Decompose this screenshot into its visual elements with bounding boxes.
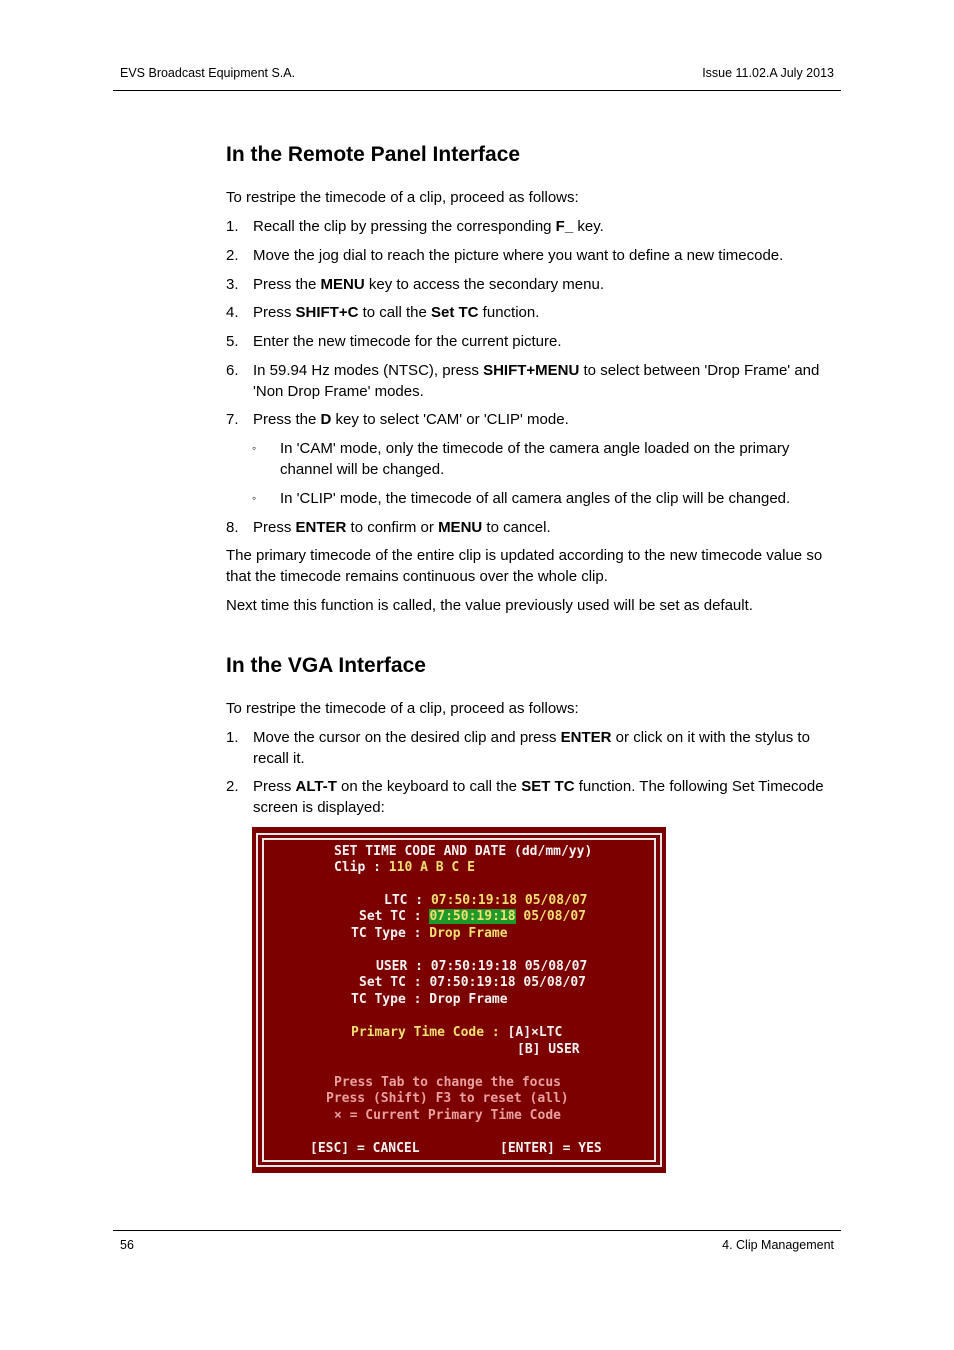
section1-paragraph-2: Next time this function is called, the value previously used will be set as default. (226, 597, 753, 614)
help-current-primary: × = Current Primary Time Code (334, 1108, 561, 1123)
step-number: 1. (226, 729, 239, 746)
screen-title: SET TIME CODE AND DATE (dd/mm/yy) (334, 844, 593, 859)
step-number: 5. (226, 333, 239, 350)
step-number: 2. (226, 778, 239, 795)
section2-intro: To restripe the timecode of a clip, proceed as follows: (226, 700, 579, 717)
section-title-remote-panel: In the Remote Panel Interface (226, 143, 521, 166)
step-number: 6. (226, 362, 239, 379)
section1-intro: To restripe the timecode of a clip, proceed as follows: (226, 189, 579, 206)
tc-type-row-1: TC Type : Drop Frame (351, 926, 508, 941)
step-text: Press ALT-T on the keyboard to call the SET TC function. The following Set Timecode screen is displayed: (253, 778, 824, 816)
ltc-row: LTC : 07:50:19:18 05/08/07 (384, 893, 588, 908)
set-tc-field-focused[interactable]: 07:50:19:18 (429, 909, 516, 924)
tc-type-row-2: TC Type : Drop Frame (351, 992, 508, 1007)
set-tc-row-1: Set TC : 07:50:19:18 05/08/07 (359, 909, 586, 924)
primary-option-user[interactable]: [B] USER (517, 1042, 580, 1057)
step-text: Press ENTER to confirm or MENU to cancel. (253, 519, 551, 536)
bullet-icon: ◦ (252, 441, 257, 455)
bullet-text: In 'CAM' mode, only the timecode of the camera angle loaded on the primary channel will be changed. (280, 440, 790, 478)
user-row: USER : 07:50:19:18 05/08/07 (376, 959, 588, 974)
step-number: 8. (226, 519, 239, 536)
footer-rule (113, 1230, 841, 1231)
step-number: 3. (226, 276, 239, 293)
step-text: Move the cursor on the desired clip and press ENTER or click on it with the stylus to recall it. (253, 729, 810, 767)
step-text: In 59.94 Hz modes (NTSC), press SHIFT+MENU to select between 'Drop Frame' and 'Non Drop Frame' modes. (253, 362, 820, 400)
step-text: Recall the clip by pressing the corresponding F_ key. (253, 218, 604, 235)
step-number: 7. (226, 411, 239, 428)
section1-paragraph-1: The primary timecode of the entire clip is updated according to the new timecode value so that the timecode remains continuous over the whole clip. (226, 547, 823, 585)
header-rule (113, 90, 841, 91)
header-right: Issue 11.02.A July 2013 (702, 66, 834, 80)
step-text: Press the MENU key to access the secondary menu. (253, 276, 604, 293)
section-title-vga: In the VGA Interface (226, 654, 426, 677)
step-text: Move the jog dial to reach the picture where you want to define a new timecode. (253, 247, 784, 264)
step-text: Press the D key to select 'CAM' or 'CLIP' mode. (253, 411, 569, 428)
step-number: 1. (226, 218, 239, 235)
step-number: 4. (226, 304, 239, 321)
header-left: EVS Broadcast Equipment S.A. (120, 66, 296, 80)
help-tab-focus: Press Tab to change the focus (334, 1075, 561, 1090)
esc-cancel-button[interactable]: [ESC] = CANCEL (310, 1141, 420, 1156)
step-text: Press SHIFT+C to call the Set TC function. (253, 304, 540, 321)
footer-chapter: 4. Clip Management (722, 1238, 834, 1252)
footer-page-number: 56 (120, 1238, 134, 1252)
bullet-text: In 'CLIP' mode, the timecode of all camera angles of the clip will be changed. (280, 490, 791, 507)
enter-yes-button[interactable]: [ENTER] = YES (500, 1141, 602, 1156)
clip-row: Clip : 110 A B C E (334, 860, 475, 875)
step-text: Enter the new timecode for the current picture. (253, 333, 562, 350)
step-number: 2. (226, 247, 239, 264)
help-reset: Press (Shift) F3 to reset (all) (326, 1091, 569, 1106)
set-timecode-screen (252, 827, 666, 1173)
set-tc-row-2: Set TC : 07:50:19:18 05/08/07 (359, 975, 586, 990)
bullet-icon: ◦ (252, 491, 257, 505)
primary-time-code-row: Primary Time Code : [A]×LTC (351, 1025, 563, 1040)
